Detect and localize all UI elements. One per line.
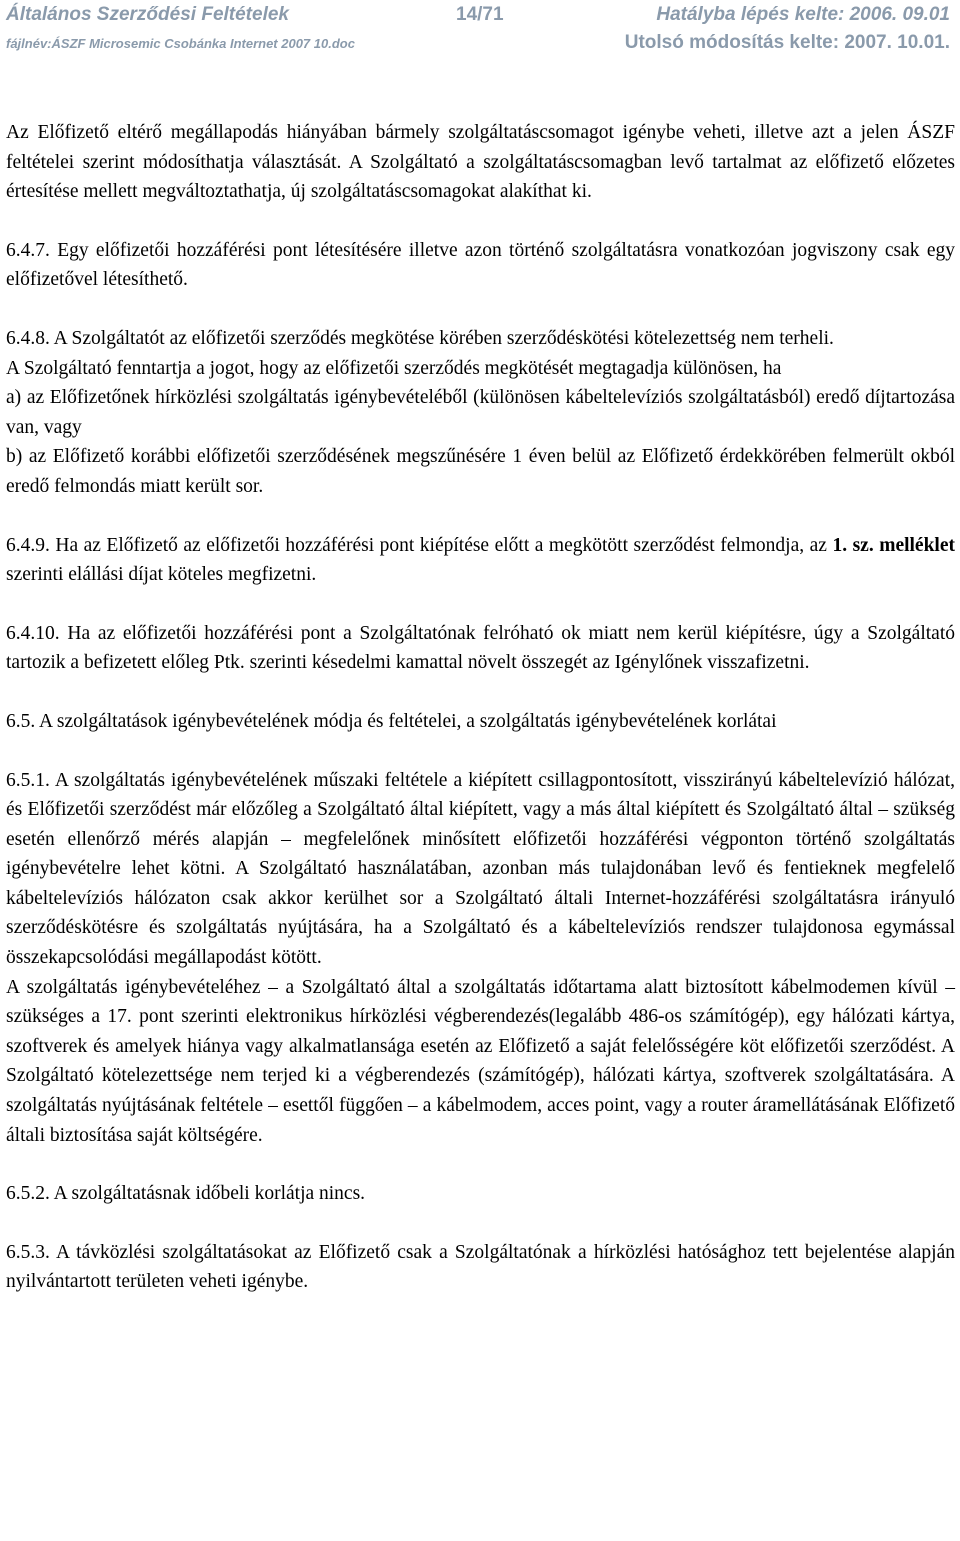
page-header — [6, 4, 950, 60]
paragraph: A szolgáltatás igénybevételéhez – a Szolgáltató által a szolgáltatás időtartama alatt biztosított kábelmodemen kívül – szükséges a 17. pont szerinti elektronikus hírközlési végberendezés(legalább 486-os számítógép), egy hálózati kártya, szoftverek és amelyek hiánya vagy alkalmatlansága esetén az Előfizető a saját felelősségére köt előfizetői szerződést. A Szolgáltató kötelezettsége nem terjed ki a végberendezés (számítógép), hálózati kártya, szoftverek szolgáltatására. A szolgáltatás nyújtásának feltétele – esettől függően – a kábelmodem, acces point, vagy a router áramellátásának Előfizető általi biztosítása saját költségére. — [6, 976, 955, 1146]
paragraph-6-4-9 — [6, 531, 955, 590]
paragraph: A Szolgáltató fenntartja a jogot, hogy az előfizetői szerződés megkötését megtagadja különösen, ha — [6, 357, 782, 379]
paragraph-6-4-10: 6.4.10. Ha az előfizetői hozzáférési pont a Szolgáltatónak felróható ok miatt nem kerül kiépítésre, úgy a Szolgáltató tartozik a befizetett előleg Ptk. szerinti késedelmi kamattal növelt összegét az Igénylőnek visszafizetni. — [6, 622, 955, 674]
paragraph-6-4-7: 6.4.7. Egy előfizetői hozzáférési pont létesítésére illetve azon történő szolgáltatásra vonatkozóan jogviszony csak egy előfizetővel létesíthető. — [6, 239, 955, 291]
paragraph: Az Előfizető eltérő megállapodás hiányában bármely szolgáltatáscsomagot igénybe veheti, illetve azt a jelen ÁSZF feltételei szerint módosíthatja választását. A Szolgáltató a szolgáltatáscsomagban levő tartalmat az előfizető előzetes értesítése mellett megváltoztathatja, új szolgáltatáscsomagokat alakíthat ki. — [6, 122, 955, 203]
section-heading-6-5: 6.5. A szolgáltatások igénybevételének módja és feltételei, a szolgáltatás igénybevételének korlátai — [6, 710, 777, 732]
page-number: 14/71 — [456, 4, 504, 25]
list-item-b: b) az Előfizető korábbi előfizetői szerződésének megszűnésére 1 éven belül az Előfizető érdekkörében felmerült okból eredő felmondás miatt került sor. — [6, 446, 955, 497]
paragraph-6-5-2: 6.5.2. A szolgáltatásnak időbeli korlátja nincs. — [6, 1183, 366, 1205]
document-title: Általános Szerződési Feltételek — [6, 4, 289, 25]
text-segment: szerinti elállási díjat köteles megfizetni. — [6, 564, 317, 586]
document-body — [6, 118, 955, 1297]
effective-date: Hatályba lépés kelte: 2006. 09.01 — [656, 4, 950, 25]
paragraph-6-5-1: 6.5.1. A szolgáltatás igénybevételének műszaki feltétele a kiépített csillagpontosított, visszirányú kábeltelevízió hálózat, és Előfizetői szerződést már előzőleg a Szolgáltató által kiépített, vagy a más által kiépített és Szolgáltató által – szükség esetén ellenőrző mérés alapján – megfelelőnek minősített előfizetői hozzáférési végponton történő szolgáltatás igénybevételre lehet kötni. A Szolgáltató használatában, azonban más tulajdonában levő és fentieknek megfelelő kábeltelevíziós hálózaton csak akkor kerülhet sor a Szolgáltató általi Internet-hozzáférési szolgáltatásra irányuló szerződéskötésre és szolgáltatás nyújtására, ha a Szolgáltató és a kábeltelevíziós rendszer tulajdonosa egymással összekapcsolódási megállapodást kötött. — [6, 769, 955, 969]
modified-date: Utolsó módosítás kelte: 2007. 10.01. — [624, 32, 950, 53]
paragraph-6-5-3: 6.5.3. A távközlési szolgáltatásokat az Előfizető csak a Szolgáltatónak a hírközlési hatósághoz tett bejelentése alapján nyilvántartott területen veheti igénybe. — [6, 1241, 955, 1293]
text-segment: 6.4.9. Ha az Előfizető az előfizetői hozzáférési pont kiépítése előtt a megkötött szerződést felmondja, az — [6, 534, 833, 556]
paragraph-6-4-8: 6.4.8. A Szolgáltatót az előfizetői szerződés megkötése körében szerződéskötési kötelezettség nem terheli. — [6, 327, 834, 349]
list-item-a: a) az Előfizetőnek hírközlési szolgáltatás igénybevételéből (különösen kábeltelevíziós szolgáltatásból) eredő díjtartozása van, vagy — [6, 387, 955, 438]
file-name: fájlnév:ÁSZF Microsemic Csobánka Internet 2007 10.doc — [6, 36, 355, 51]
annex-reference: 1. sz. melléklet — [832, 534, 956, 556]
